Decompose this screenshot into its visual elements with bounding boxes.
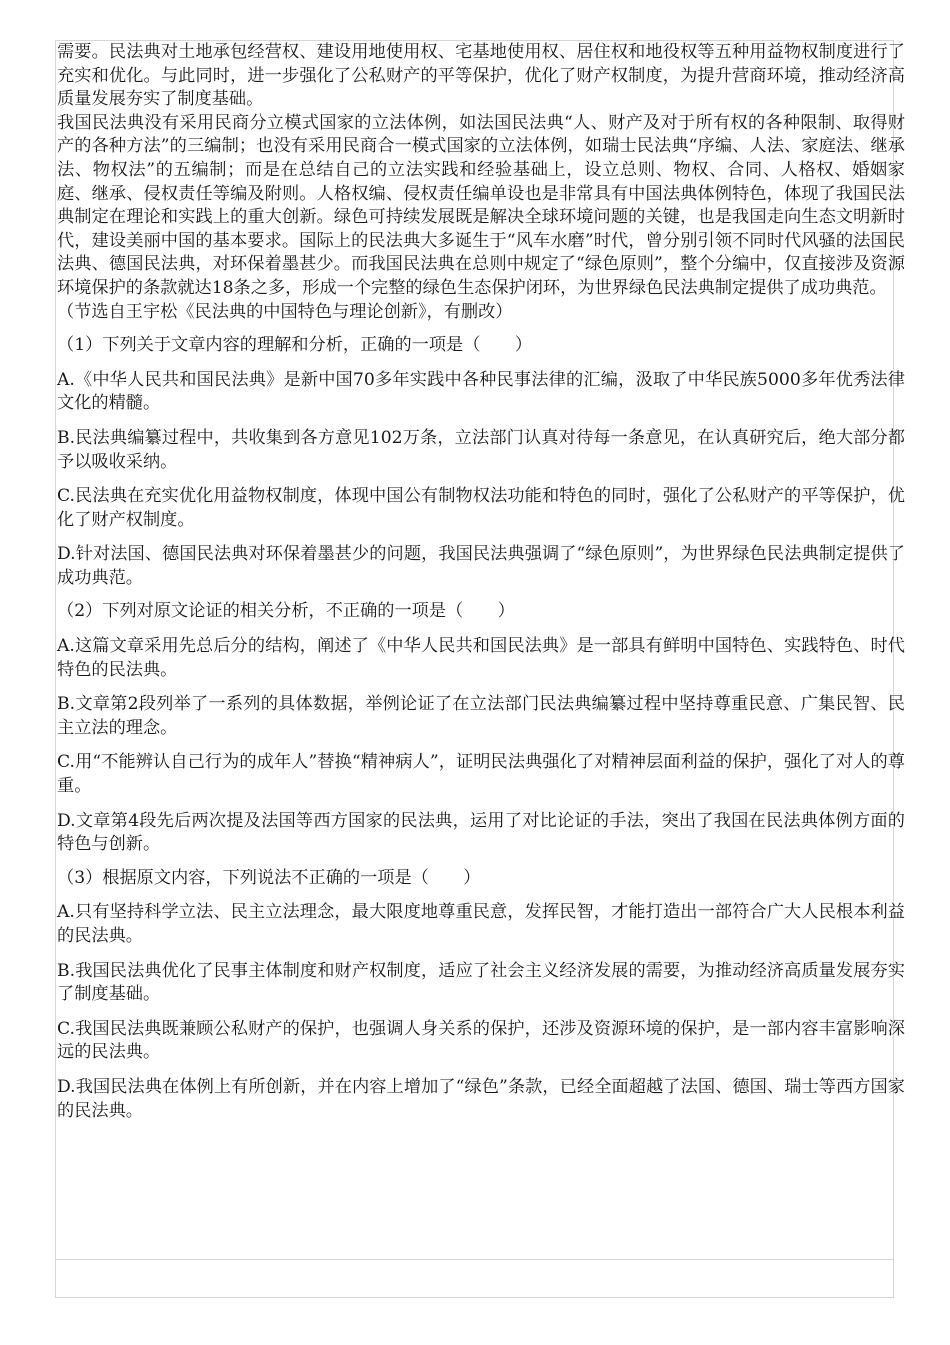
question-3 xyxy=(57,867,905,1123)
option-d: D.文章第4段先后两次提及法国等西方国家的民法典，运用了对比论证的手法，突出了我国在民法典体例方面的特色与创新。 xyxy=(57,810,905,855)
question-2 xyxy=(57,600,905,856)
document-content xyxy=(57,41,905,1123)
option-a: A.这篇文章采用先总后分的结构，阐述了《中华人民共和国民法典》是一部具有鲜明中国特色、实践特色、时代特色的民法典。 xyxy=(57,636,905,680)
option-c: C.用“不能辨认自己行为的成年人”替换“精神病人”，证明民法典强化了对精神层面利益的保护，强化了对人的尊重。 xyxy=(57,752,905,797)
question-stem: （2）下列对原文论证的相关分析，不正确的一项是（ ） xyxy=(57,601,515,622)
option-a: A.只有坚持科学立法、民主立法理念，最大限度地尊重民意，发挥民智，才能打造出一部符合广大人民根本利益的民法典。 xyxy=(57,902,905,946)
option-d: D.我国民法典在体例上有所创新，并在内容上增加了“绿色”条款，已经全面超越了法国、德国、瑞士等西方国家的民法典。 xyxy=(57,1076,905,1121)
question-stem: （1）下列关于文章内容的理解和分析，正确的一项是（ ） xyxy=(57,335,533,356)
passage-paragraph-1: 需要。民法典对土地承包经营权、建设用地使用权、宅基地使用权、居住权和地役权等五种用益物权制度进行了充实和优化。与此同时，进一步强化了公私财产的平等保护，优化了财产权制度，为提升营商环境，推动经济高质量发展夯实了制度基础。 xyxy=(57,42,905,110)
option-c: C.我国民法典既兼顾公私财产的保护，也强调人身关系的保护，还涉及资源环境的保护，是一部内容丰富影响深远的民法典。 xyxy=(57,1018,905,1063)
option-a: A.《中华人民共和国民法典》是新中国70多年实践中各种民事法律的汇编，汲取了中华民族5000多年优秀法律文化的精髓。 xyxy=(57,369,905,414)
passage xyxy=(57,41,905,301)
option-d: D.针对法国、德国民法典对环保着墨甚少的问题，我国民法典强调了“绿色原则”，为世界绿色民法典制定提供了成功典范。 xyxy=(57,544,905,588)
question-stem: （3）根据原文内容，下列说法不正确的一项是（ ） xyxy=(57,867,481,888)
option-b: B.文章第2段列举了一系列的具体数据，举例论证了在立法部门民法典编纂过程中坚持尊重民意、广集民智、民主立法的理念。 xyxy=(57,694,905,738)
option-c: C.民法典在充实优化用益物权制度，体现中国公有制物权法功能和特色的同时，强化了公私财产的平等保护，优化了财产权制度。 xyxy=(57,486,905,530)
option-b: B.民法典编纂过程中，共收集到各方意见102万条，立法部门认真对待每一条意见，在认真研究后，绝大部分都予以吸收采纳。 xyxy=(57,427,905,472)
frame-divider xyxy=(56,1259,893,1260)
passage-paragraph-2: 我国民法典没有采用民商分立模式国家的立法体例，如法国民法典“人、财产及对于所有权的各种限制、取得财产的各种方法”的三编制；也没有采用民商合一模式国家的立法体例，如瑞士民法典“序编、人法、家庭法、继承法、物权法”的五编制；而是在总结自己的立法实践和经验基础上，设立总则、物权、合同、人格权、婚姻家庭、继承、侵权责任等编及附则。人格权编、侵权责任编单设也是非常具有中国法典体例特色，体现了我国民法典制定在理论和实践上的重大创新。绿色可持续发展既是解决全球环境问题的关键，也是我国走向生态文明新时代，建设美丽中国的基本要求。国际上的民法典大多诞生于“风车水磨”时代，曾分别引领不同时代风骚的法国民法典、德国民法典，对环保着墨甚少。而我国民法典在总则中规定了“绿色原则”，整个分编中，仅直接涉及资源环境保护的条款就达18条之多，形成一个完整的绿色生态保护闭环，为世界绿色民法典制定提供了成功典范。 xyxy=(57,112,905,298)
question-1 xyxy=(57,334,905,590)
option-b: B.我国民法典优化了民事主体制度和财产权制度，适应了社会主义经济发展的需要，为推动经济高质量发展夯实了制度基础。 xyxy=(57,960,905,1005)
source-citation: （节选自王宇松《民法典的中国特色与理论创新》，有删改） xyxy=(57,301,513,322)
